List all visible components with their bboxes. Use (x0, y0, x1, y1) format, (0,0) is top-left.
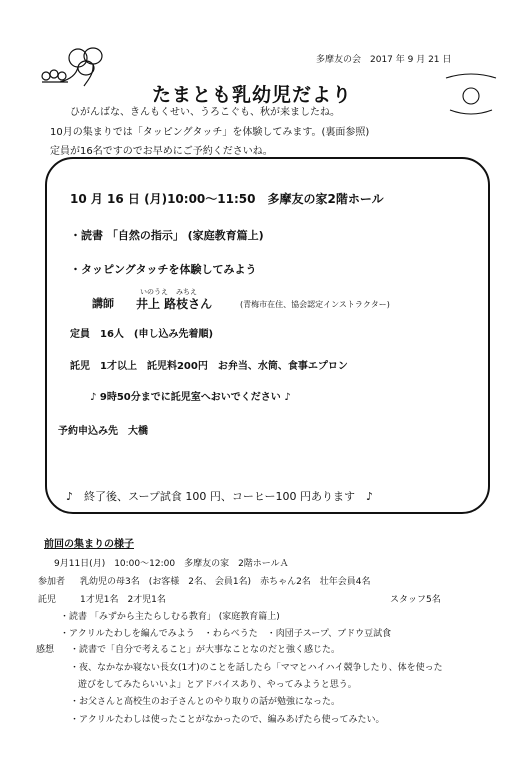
logo-graphic-icon (440, 72, 502, 116)
intro-line-1: ひがんばな、きんもくせい、うろこぐも、秋が来ましたね。 (70, 107, 340, 118)
childcare-label: 託児 (38, 595, 57, 605)
event-childcare-note: ♪ 9時50分までに託児室へおいでください ♪ (90, 392, 291, 403)
program-activities: ・アクリルたわしを編んでみよう ・わらべうた ・肉団子スープ、ブドウ豆試食 (60, 629, 392, 639)
previous-datetime: 9月11日(月) 10:00～12:00 多摩友の家 2階ホールＡ (54, 559, 289, 569)
impression-4: ・アクリルたわしは使ったことがなかったので、編みあげたら使ってみたい。 (70, 715, 385, 725)
program-reading: ・読書 「みずから主たらしむる教育」 (家庭教育篇上) (60, 612, 280, 622)
staff-count: スタッフ5名 (390, 595, 441, 605)
impression-1: ・読書で「自分で考えること」が大事なことなのだと強く感じた。 (70, 645, 341, 655)
org-date: 多摩友の会 2017 年 9 月 21 日 (316, 55, 452, 65)
impression-2-cont: 遊びをしてみたらいいよ」とアドバイスあり、やってみようと思う。 (78, 680, 357, 690)
lecturer-label: 講師 (92, 297, 114, 310)
event-childcare: 託児 1才以上 託児料200円 お弁当、水筒、食事エプロン (70, 361, 348, 372)
intro-line-2: 10月の集まりでは「タッピングタッチ」を体験してみます。(裏面参照) (50, 127, 370, 138)
previous-heading: 前回の集まりの様子 (44, 539, 134, 550)
lecturer-note: (青梅市在住、協会認定インストラクター) (240, 300, 390, 309)
lecturer-ruby-1: いのうえ (140, 288, 168, 296)
event-capacity: 定員 16人 (申し込み先着順) (70, 329, 214, 340)
intro-line-3: 定員が16名ですのでお早めにご予約くださいね。 (50, 146, 273, 157)
participants-label: 参加者 (38, 577, 66, 587)
event-datetime-place: 10 月 16 日 (月)10:00～11:50 多摩友の家2階ホール (70, 192, 384, 206)
childcare-count: 1才児1名 2才児1名 (80, 595, 166, 605)
lecturer-name: 井上 路枝さん (136, 297, 213, 311)
event-reading: ・読書 「自然の指示」 (家庭教育篇上) (70, 229, 264, 242)
impressions-label: 感想 (36, 645, 55, 655)
participants: 乳幼児の母3名 (お客様 2名、 会員1名) 赤ちゃん2名 壮年会員4名 (80, 577, 371, 587)
page-title: たまとも乳幼児だより (152, 84, 353, 106)
hiroba-logo (440, 72, 502, 116)
balloon-flower-icon (38, 46, 118, 88)
event-tapping: ・タッピングタッチを体験してみよう (70, 263, 257, 276)
impression-3: ・お父さんと高校生のお子さんとのやり取りの話が勉強になった。 (70, 697, 341, 707)
lecturer-ruby-2: みちえ (176, 288, 197, 296)
event-reservation: 予約申込み先 大橋 (58, 426, 148, 437)
impression-2: ・夜、なかなか寝ない長女(1才)のことを話したら「ママとハイハイ競争したり、体を使った (70, 663, 443, 673)
event-after: ♪ 終了後、スープ試食 100 円、コーヒー100 円あります ♪ (66, 490, 373, 503)
